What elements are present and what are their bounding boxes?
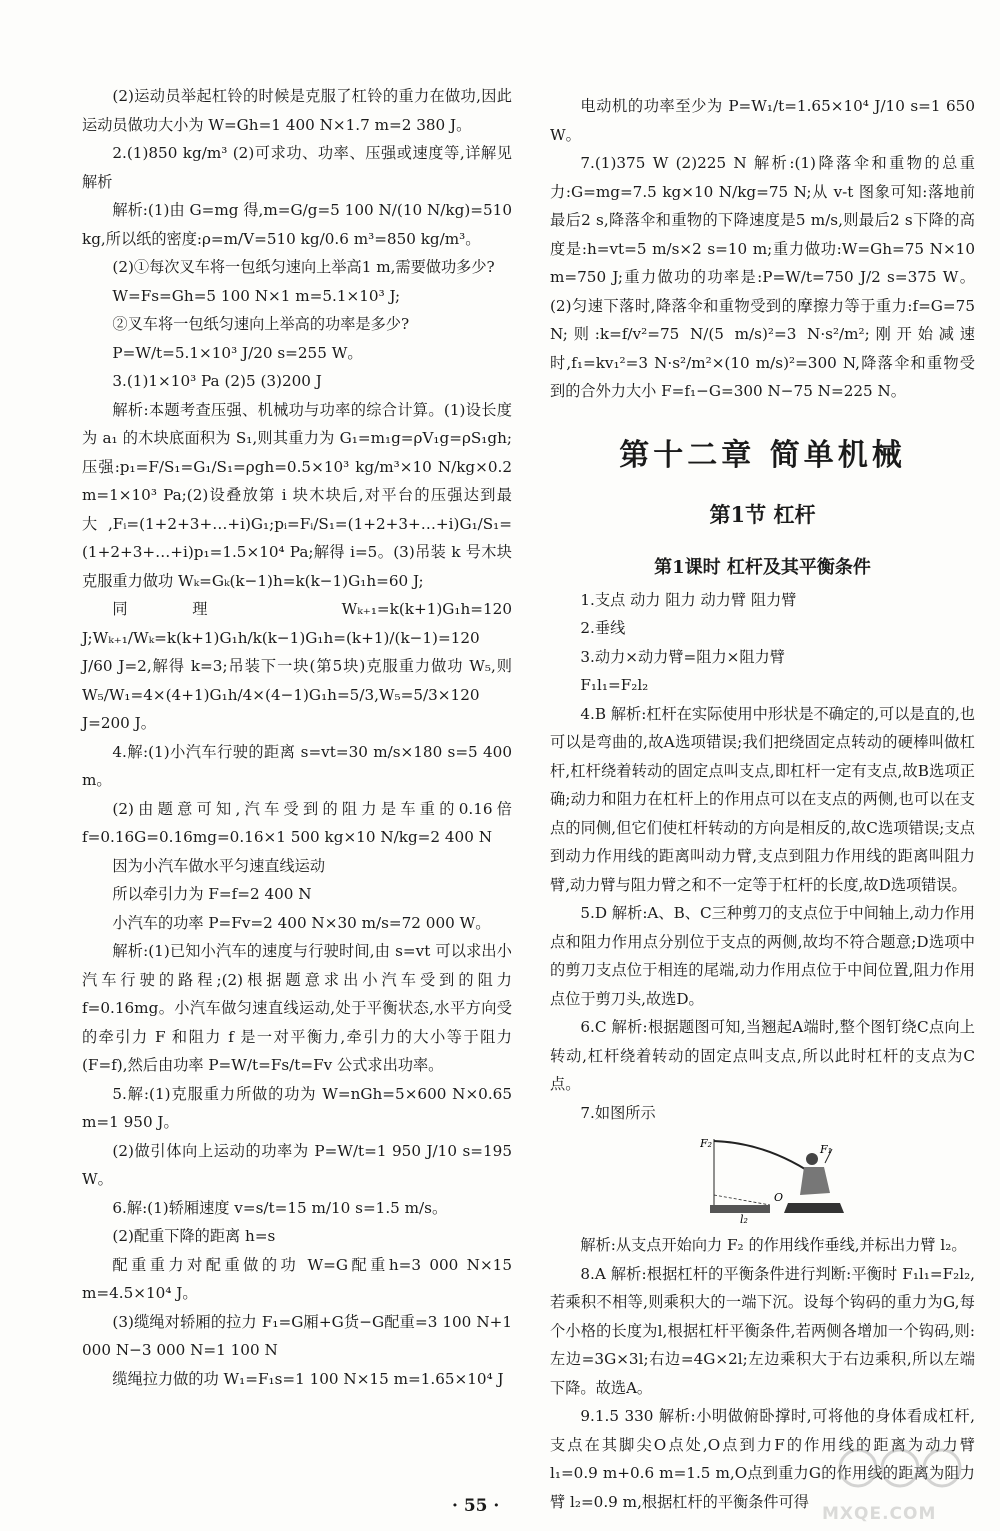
left-paragraph: 小汽车的功率 P=Fv=2 400 N×30 m/s=72 000 W。 bbox=[112, 913, 491, 932]
label-f2: F₂ bbox=[700, 1137, 713, 1150]
left-paragraph: 所以牵引力为 F=f=2 400 N bbox=[112, 885, 312, 903]
right-after-paragraph: 8.A 解析:根据杠杆的平衡条件进行判断:平衡时 F₁l₁=F₂l₂,若乘积不相等,则乘积大的一端下沉。设每个钩码的重力为G,每个小格的长度为l,根据杠杆平衡条件,若两侧各增加一个钩码,则:左边=3G×3l;右边=4G×2l;左边乘积大于右边乘积,所以左端下降。故选A。 bbox=[550, 1264, 975, 1397]
label-f1: F₁ bbox=[820, 1143, 833, 1156]
fisher-body bbox=[800, 1167, 830, 1195]
left-paragraph: 解析:(1)由 G=mg 得,m=G/g=5 100 N/(10 N/kg)=510 kg,所以纸的密度:ρ=m/V=510 kg/0.6 m³=850 kg/m³。 bbox=[82, 201, 512, 248]
right-top-answers bbox=[550, 92, 975, 406]
left-paragraph: 6.解:(1)轿厢速度 v=s/t=15 m/10 s=1.5 m/s。 bbox=[112, 1198, 448, 1217]
right-bottom-paragraph: 1.支点 动力 阻力 动力臂 阻力臂 bbox=[580, 590, 797, 609]
left-paragraph: (2)配重下降的距离 h=s bbox=[112, 1227, 276, 1245]
boat-edge bbox=[710, 1205, 770, 1213]
fishing-lever-figure bbox=[700, 1133, 872, 1225]
watermark bbox=[822, 1440, 992, 1524]
label-o: O bbox=[774, 1191, 784, 1204]
right-bottom-paragraph: F₁l₁=F₂l₂ bbox=[580, 676, 649, 694]
section-title: 第1节 杠杆 bbox=[709, 501, 816, 527]
left-paragraph: 5.解:(1)克服重力所做的功为 W=nGh=5×600 N×0.65 m=1 950 J。 bbox=[82, 1084, 512, 1131]
left-paragraph: ②叉车将一包纸匀速向上举高的功率是多少? bbox=[112, 315, 410, 333]
page-number: · 55 · bbox=[452, 1496, 500, 1516]
left-paragraph: 缆绳拉力做的功 W₁=F₁s=1 100 N×15 m=1.65×10⁴ J bbox=[112, 1369, 504, 1388]
left-paragraph: (2)由题意可知,汽车受到的阻力是车重的0.16倍 f=0.16G=0.16mg=0.16×1 500 kg×10 N/kg=2 400 N bbox=[82, 799, 512, 846]
left-paragraph: 同理 Wₖ₊₁=k(k+1)G₁h=120 J;Wₖ₊₁/Wₖ=k(k+1)G₁h/k(k−1)G₁h=(k+1)/(k−1)=120 J/60 J=2,解得 k=3;吊装下一块(第5块)克服重力做功 W₅,则 W₅/W₁=4×(4+1)G₁h/4×(4−1)G₁h=5/3,W₅=5/3×120 J=200 J。 bbox=[82, 600, 512, 732]
left-paragraph: 3.(1)1×10³ Pa (2)5 (3)200 J bbox=[112, 372, 322, 390]
rock bbox=[784, 1203, 844, 1213]
left-paragraph: (2)做引体向上运动的功率为 P=W/t=1 950 J/10 s=195 W。 bbox=[82, 1141, 512, 1188]
chapter-title: 第十二章 简单机械 bbox=[619, 437, 906, 473]
arm-l2-line bbox=[714, 1195, 770, 1205]
right-bottom-paragraph: 5.D 解析:A、B、C三种剪刀的支点位于中间轴上,动力作用点和阻力作用点分别位于支点的两侧,故均不符合题意;D选项中的剪刀支点位于相连的尾端,动力作用点位于中间位置,阻力作用点位于剪刀头,故选D。 bbox=[550, 904, 975, 1008]
left-paragraph: W=Fs=Gh=5 100 N×1 m=5.1×10³ J; bbox=[112, 286, 401, 305]
fishing-lever-diagram bbox=[700, 1133, 872, 1225]
left-column bbox=[82, 82, 512, 1393]
left-paragraph: (2)①每次叉车将一包纸匀速向上举高1 m,需要做功多少? bbox=[112, 258, 495, 276]
left-paragraph: (3)缆绳对轿厢的拉力 F₁=G厢+G货−G配重=3 100 N+1 000 N−3 000 N=1 100 N bbox=[82, 1312, 512, 1359]
left-paragraph: 解析:本题考查压强、机械功与功率的综合计算。(1)设长度为 a₁ 的木块底面积为 S₁,则其重力为 G₁=m₁g=ρV₁g=ρS₁gh;压强:p₁=F/S₁=G₁/S₁=ρgh=0.5×10³ kg/m³×10 N/kg×0.2 m=1×10³ Pa;(2)设叠放第 i 块木块后,对平台的压强达到最大,Fᵢ=(1+2+3+…+i)G₁;pᵢ=Fᵢ/S₁=(1+2+3+…+i)G₁/S₁=(1+2+3+…+i)p₁=1.5×10⁴ Pa;解得 i=5。(3)吊装 k 号木块克服重力做功 Wₖ=Gₖ(k−1)h=k(k−1)G₁h=60 J; bbox=[82, 400, 512, 590]
right-column bbox=[550, 92, 975, 1516]
left-paragraph: 配重重力对配重做的功 W=G配重h=3 000 N×15 m=4.5×10⁴ J。 bbox=[82, 1255, 512, 1302]
right-bottom-paragraph: 7.如图所示 bbox=[580, 1103, 656, 1122]
right-top-paragraph: 电动机的功率至少为 P=W₁/t=1.65×10⁴ J/10 s=1 650 W。 bbox=[550, 97, 975, 144]
right-after-paragraph: 解析:从支点开始向力 F₂ 的作用线作垂线,并标出力臂 l₂。 bbox=[580, 1236, 967, 1254]
left-paragraph: 2.(1)850 kg/m³ (2)可求功、功率、压强或速度等,详解见解析 bbox=[82, 144, 512, 191]
watermark-logo-icon bbox=[836, 1444, 966, 1492]
left-paragraph: 4.解:(1)小汽车行驶的距离 s=vt=30 m/s×180 s=5 400 m。 bbox=[82, 742, 512, 789]
watermark-text: MXQE.COM bbox=[822, 1504, 937, 1524]
left-paragraph: 解析:(1)已知小汽车的速度与行驶时间,由 s=vt 可以求出小汽车行驶的路程;(2)根据题意求出小汽车受到的阻力 f=0.16mg。小汽车做匀速直线运动,处于平衡状态,水平方向受的牵引力 F 和阻力 f 是一对平衡力,牵引力的大小等于阻力(F=f),然后由功率 P=W/t=Fs/t=Fv 公式求出功率。 bbox=[82, 942, 512, 1074]
right-after-paragraph: 9.1.5 330 解析:小明做俯卧撑时,可将他的身体看成杠杆,支点在其脚尖O点处,O点到力F的作用线的距离为动力臂 l₁=0.9 m+0.6 m=1.5 m,O点到重力G的作用线的距离为阻力臂 l₂=0.9 m,根据杠杆的平衡条件可得 bbox=[550, 1407, 975, 1511]
left-paragraph: (2)运动员举起杠铃的时候是克服了杠铃的重力在做功,因此运动员做功大小为 W=Gh=1 400 N×1.7 m=2 380 J。 bbox=[82, 87, 512, 134]
left-paragraph: 因为小汽车做水平匀速直线运动 bbox=[112, 856, 326, 875]
right-bottom-paragraph: 6.C 解析:根据题图可知,当翘起A端时,整个图钉绕C点向上转动,杠杆绕着转动的固定点叫支点,所以此时杠杆的支点为C点。 bbox=[550, 1018, 975, 1093]
right-top-paragraph: 7.(1)375 W (2)225 N 解析:(1)降落伞和重物的总重力:G=mg=7.5 kg×10 N/kg=75 N;从 v-t 图象可知:落地前最后2 s,降落伞和重物的下降速度是5 m/s,则最后2 s下降的高度是:h=vt=5 m/s×2 s=10 m;重力做功:W=Gh=75 N×10 m=750 J;重力做功的功率是:P=W/t=750 J/2 s=375 W。(2)匀速下落时,降落伞和重物受到的摩擦力等于重力:f=G=75 N;则:k=f/v²=75 N/(5 m/s)²=3 N·s²/m²;刚开始减速时,f₁=kv₁²=3 N·s²/m²×(10 m/s)²=300 N,降落伞和重物受到的合外力大小 F=f₁−G=300 N−75 N=225 N。 bbox=[550, 154, 975, 400]
right-bottom-paragraph: 3.动力×动力臂=阻力×阻力臂 bbox=[580, 647, 785, 666]
fisher-head bbox=[806, 1153, 818, 1165]
left-paragraph: P=W/t=5.1×10³ J/20 s=255 W。 bbox=[112, 343, 363, 362]
right-bottom-paragraph: 4.B 解析:杠杆在实际使用中形状是不确定的,可以是直的,也可以是弯曲的,故A选项错误;我们把绕固定点转动的硬棒叫做杠杆,杠杆绕着转动的固定点叫支点,即杠杆一定有支点,故B选项正确;动力和阻力在杠杆上的作用点可以在支点的两侧,也可以在支点的同侧,但它们使杠杆转动的方向是相反的,故C选项错误;支点到动力作用线的距离叫动力臂,支点到阻力作用线的距离叫阻力臂,动力臂与阻力臂之和不一定等于杠杆的长度,故D选项错误。 bbox=[550, 704, 975, 894]
lesson-title: 第1课时 杠杆及其平衡条件 bbox=[654, 556, 871, 578]
right-bottom-answers bbox=[550, 586, 975, 1128]
right-bottom-paragraph: 2.垂线 bbox=[580, 619, 626, 637]
label-l2: l₂ bbox=[740, 1213, 748, 1225]
